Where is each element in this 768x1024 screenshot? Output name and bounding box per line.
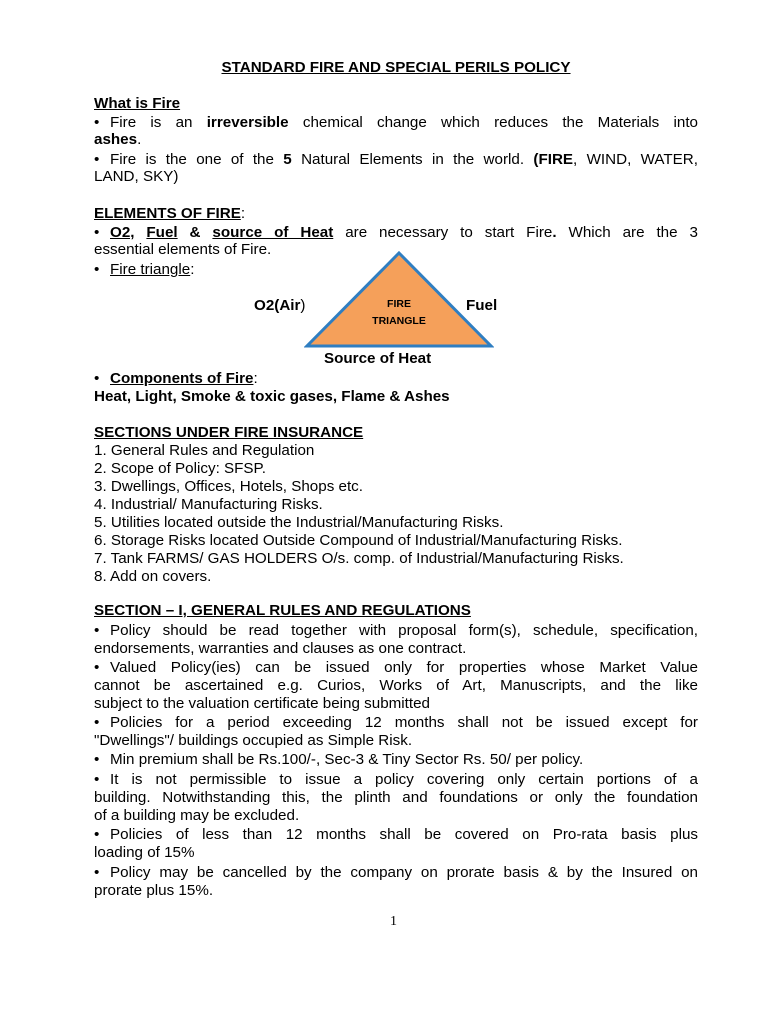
text: It is not permissible to issue a policy covering only certain portions of a <box>110 771 698 788</box>
text: : <box>253 370 258 387</box>
bullet-dot-icon: • <box>94 370 100 387</box>
elements-bullet-line-1 <box>94 224 698 242</box>
bullet-dot-icon: • <box>94 151 100 168</box>
sections-heading-text: SECTIONS UNDER FIRE INSURANCE <box>94 424 364 441</box>
bullet-dot-icon: • <box>94 771 100 788</box>
text: are necessary to start Fire <box>345 224 553 241</box>
bullet-dot-icon: • <box>94 261 100 278</box>
rule-line <box>94 751 698 769</box>
text: Fire is the one of the <box>110 151 274 168</box>
section-item: 2. Scope of Policy: SFSP. <box>94 460 266 477</box>
triangle-inner-line-1: FIRE <box>387 298 411 310</box>
text: , WIND, WATER, <box>573 151 698 168</box>
heading-what-is-fire <box>94 95 698 113</box>
fire-triangle-label: Fire triangle <box>110 261 191 278</box>
element-heat: source of Heat <box>212 224 334 241</box>
heading-elements-of-fire <box>94 205 698 223</box>
elements-heading-text: ELEMENTS OF FIRE <box>94 205 241 222</box>
text-bold: irreversible <box>206 114 289 131</box>
rule-line: building. Notwithstanding this, the plinth and foundations or only the foundation <box>94 789 698 806</box>
text: Policies for a period exceeding 12 months shall not be issued except for <box>110 714 698 731</box>
rule-line: endorsements, warranties and clauses as one contract. <box>94 640 467 657</box>
triangle-label-fuel: Fuel <box>466 297 498 314</box>
section-item: 3. Dwellings, Offices, Hotels, Shops etc. <box>94 478 363 495</box>
components-label: Components of Fire <box>110 370 254 387</box>
text-bold: . <box>552 224 557 241</box>
section-item: 1. General Rules and Regulation <box>94 442 315 459</box>
triangle-label-o2 <box>254 297 305 314</box>
rule-line <box>94 659 698 677</box>
rule-line <box>94 622 698 640</box>
bullet-dot-icon: • <box>94 714 100 731</box>
text: : <box>240 205 246 222</box>
section-item: 5. Utilities located outside the Industrial/Manufacturing Risks. <box>94 514 504 531</box>
what-is-fire-heading-text: What is Fire <box>94 95 181 112</box>
bullet-dot-icon: • <box>94 826 100 843</box>
text-bold: & <box>189 224 201 241</box>
page-number: 1 <box>390 914 397 929</box>
bullet-dot-icon: • <box>94 224 100 241</box>
fire-bullet-2-line-2: LAND, SKY) <box>94 168 179 185</box>
bullet-dot-icon: • <box>94 751 100 768</box>
bullet-dot-icon: • <box>94 622 100 639</box>
text: ) <box>300 297 306 314</box>
rule-line <box>94 826 698 844</box>
fire-bullet-1-line-2 <box>94 131 698 149</box>
text-bold: (FIRE <box>533 151 574 168</box>
document-title: STANDARD FIRE AND SPECIAL PERILS POLICY <box>221 59 571 76</box>
rule-line: cannot be ascertained e.g. Curios, Works of Art, Manuscripts, and the like <box>94 677 698 694</box>
triangle-label-heat: Source of Heat <box>324 350 432 367</box>
bullet-dot-icon: • <box>94 864 100 881</box>
rule-line: loading of 15% <box>94 844 195 861</box>
text: Which are the 3 <box>568 224 698 241</box>
text-bold: O2(Air <box>254 297 301 314</box>
fire-bullet-1-line-1 <box>94 114 698 132</box>
rule-line: "Dwellings"/ buildings occupied as Simple Risk. <box>94 732 413 749</box>
rule-line: prorate plus 15%. <box>94 882 214 899</box>
text-bold: 5 <box>283 151 292 168</box>
text: . <box>137 131 142 148</box>
elements-bullet-line-2: essential elements of Fire. <box>94 241 272 258</box>
element-fuel: Fuel <box>146 224 178 241</box>
text: Policy should be read together with proposal form(s), schedule, specification, <box>110 622 698 639</box>
fire-bullet-2-line-1 <box>94 151 698 169</box>
section-item: 4. Industrial/ Manufacturing Risks. <box>94 496 323 513</box>
heading-section-1 <box>94 602 698 620</box>
element-o2: O2, <box>110 224 135 241</box>
text: Valued Policy(ies) can be issued only for properties whose Market Value <box>110 659 698 676</box>
components-bullet <box>94 370 698 388</box>
text: Fire is an <box>110 114 193 131</box>
text-bold: ashes <box>94 131 138 148</box>
rule-line <box>94 714 698 732</box>
rule-line <box>94 864 698 882</box>
triangle-inner-line-2: TRIANGLE <box>372 315 426 327</box>
bullet-dot-icon: • <box>94 659 100 676</box>
section-item: 8. Add on covers. <box>94 568 212 585</box>
text: Natural Elements in the world. <box>301 151 525 168</box>
text: chemical change which reduces the Materials into <box>302 114 698 131</box>
section-1-heading-text: SECTION – I, GENERAL RULES AND REGULATIONS <box>94 602 471 619</box>
rule-line: subject to the valuation certificate being submitted <box>94 695 431 712</box>
text: Policies of less than 12 months shall be covered on Pro-rata basis plus <box>110 826 698 843</box>
rule-line <box>94 771 698 789</box>
components-list: Heat, Light, Smoke & toxic gases, Flame & Ashes <box>94 388 450 405</box>
section-item: 7. Tank FARMS/ GAS HOLDERS O/s. comp. of Industrial/Manufacturing Risks. <box>94 550 624 567</box>
heading-sections <box>94 424 698 442</box>
rule-line: of a building may be excluded. <box>94 807 300 824</box>
text: : <box>190 261 195 278</box>
section-item: 6. Storage Risks located Outside Compound of Industrial/Manufacturing Risks. <box>94 532 623 549</box>
text: Policy may be cancelled by the company on prorate basis & by the Insured on <box>110 864 698 881</box>
bullet-dot-icon: • <box>94 114 100 131</box>
text: Min premium shall be Rs.100/-, Sec-3 & Tiny Sector Rs. 50/ per policy. <box>110 751 584 768</box>
